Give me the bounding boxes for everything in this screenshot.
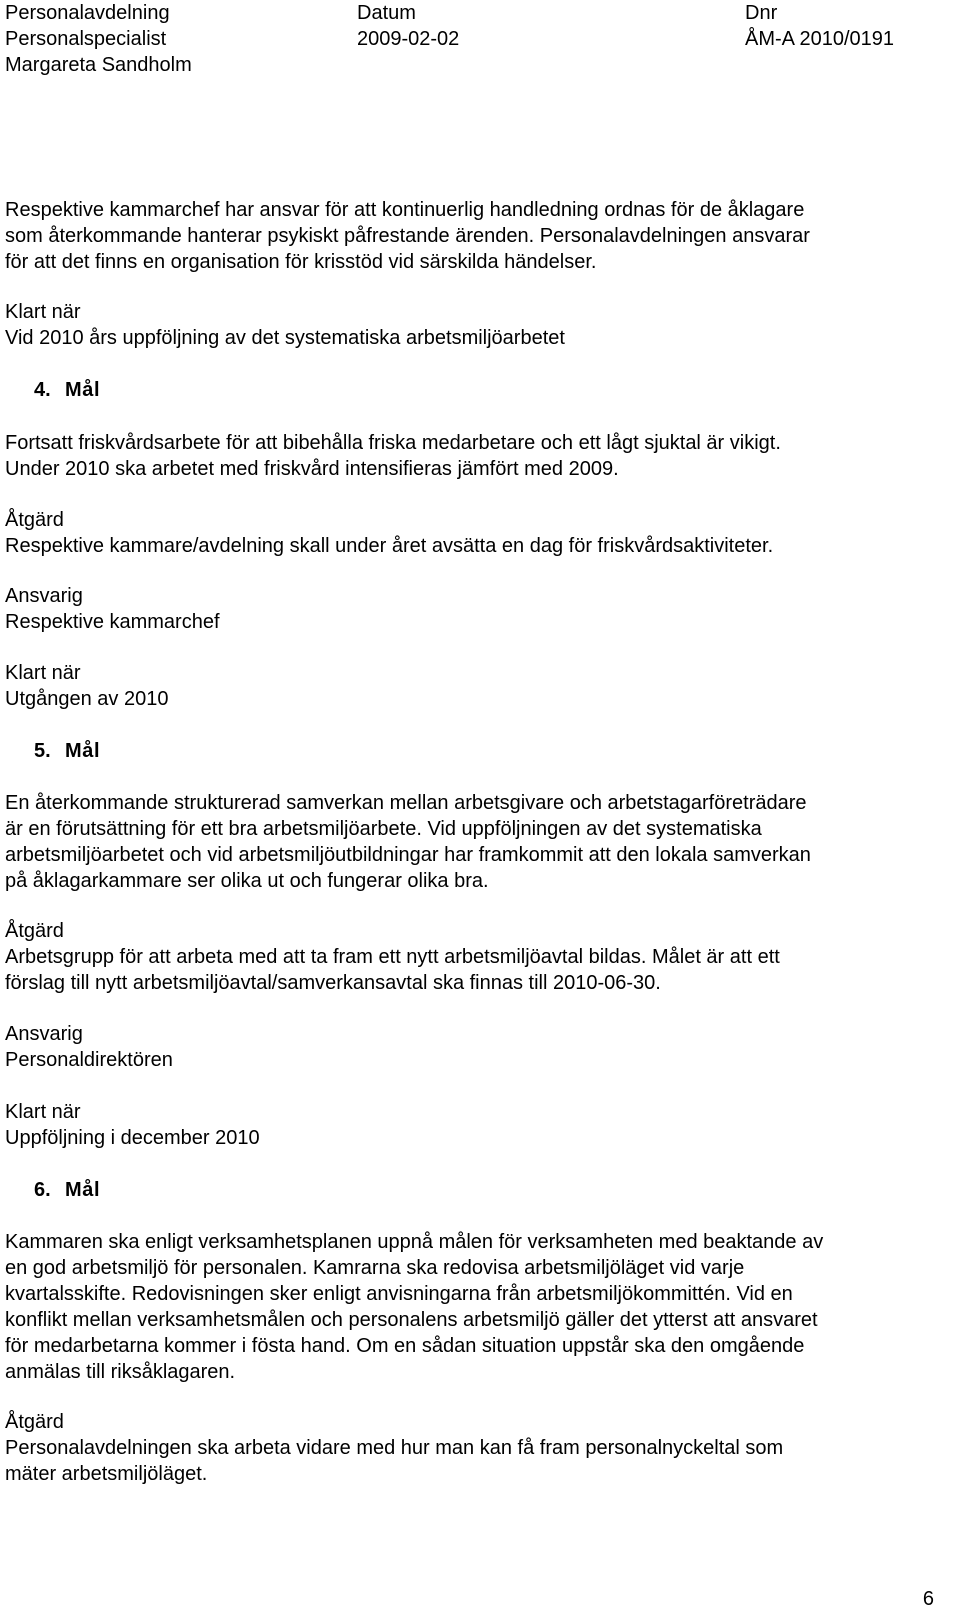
goal-4-atgard-label: Åtgärd xyxy=(5,509,64,531)
goal-4-ansvarig-text: Respektive kammarchef xyxy=(5,611,220,633)
header-dnr-label: Dnr xyxy=(745,2,778,24)
goal-5-ansvarig-label: Ansvarig xyxy=(5,1023,83,1045)
goal-4-klart-label: Klart när xyxy=(5,662,81,684)
goal-5-atgard-text xyxy=(5,944,925,996)
intro-line: för att det finns en organisation för krisstöd vid särskilda händelser. xyxy=(5,251,597,273)
goal-6-heading xyxy=(34,1177,100,1203)
goal-6-text-line: kvartalsskifte. Redovisningen sker enligt anvisningarna från arbetsmiljökommittén. Vid en xyxy=(5,1283,793,1305)
header-date-block xyxy=(357,0,459,52)
goal-5-text-line: på åklagarkammare ser olika ut och fungerar olika bra. xyxy=(5,870,489,892)
goal-4-text-line: Fortsatt friskvårdsarbete för att bibehålla friska medarbetare och ett lågt sjuktal är vikigt. xyxy=(5,432,781,454)
header-department-block xyxy=(5,0,192,78)
goal-6-number: 6. xyxy=(34,1179,51,1201)
goal-5-text xyxy=(5,790,925,894)
goal-6-text-line: anmälas till riksåklagaren. xyxy=(5,1361,236,1383)
page-number: 6 xyxy=(922,1588,934,1610)
goal-6-text-line: en god arbetsmiljö för personalen. Kamrarna ska redovisa arbetsmiljöläget vid varje xyxy=(5,1257,745,1279)
goal-5-klart-label: Klart när xyxy=(5,1101,81,1123)
goal-5-text-line: En återkommande strukturerad samverkan mellan arbetsgivare och arbetstagarföreträdare xyxy=(5,792,807,814)
goal-4-klart-text: Utgången av 2010 xyxy=(5,688,169,710)
header-dnr-value: ÅM-A 2010/0191 xyxy=(745,28,894,50)
goal-5-atgard-line: förslag till nytt arbetsmiljöavtal/samverkansavtal ska finnas till 2010-06-30. xyxy=(5,972,661,994)
goal-5-klart-text: Uppföljning i december 2010 xyxy=(5,1127,260,1149)
goal-4-text-line: Under 2010 ska arbetet med friskvård intensifieras jämfört med 2009. xyxy=(5,458,619,480)
goal-6-text xyxy=(5,1229,925,1385)
header-role: Personalspecialist xyxy=(5,28,167,50)
goal-4-heading xyxy=(34,377,100,403)
goal-6-title: Mål xyxy=(65,1179,101,1201)
goal-4-title: Mål xyxy=(65,379,101,401)
goal-5-title: Mål xyxy=(65,740,101,762)
document-header xyxy=(5,0,905,80)
intro-line: som återkommande hanterar psykiskt påfrestande ärenden. Personalavdelningen ansvarar xyxy=(5,225,810,247)
goal-4-text xyxy=(5,430,925,482)
goal-5-atgard-line: Arbetsgrupp för att arbeta med att ta fram ett nytt arbetsmiljöavtal bildas. Målet är att ett xyxy=(5,946,780,968)
intro-klart-value: Vid 2010 års uppföljning av det systematiska arbetsmiljöarbetet xyxy=(5,327,565,349)
goal-5-number: 5. xyxy=(34,740,51,762)
goal-4-atgard-text: Respektive kammare/avdelning skall under året avsätta en dag för friskvårdsaktiviteter. xyxy=(5,535,774,557)
intro-paragraph xyxy=(5,197,925,275)
goal-5-atgard-label: Åtgärd xyxy=(5,920,64,942)
goal-6-atgard-text xyxy=(5,1435,925,1487)
header-date-value: 2009-02-02 xyxy=(357,28,460,50)
header-dnr-block xyxy=(745,0,894,52)
goal-5-text-line: är en förutsättning för ett bra arbetsmiljöarbete. Vid uppföljningen av det systematiska xyxy=(5,818,762,840)
intro-line: Respektive kammarchef har ansvar för att kontinuerlig handledning ordnas för de åklagare xyxy=(5,199,805,221)
header-author: Margareta Sandholm xyxy=(5,54,192,76)
goal-6-text-line: Kammaren ska enligt verksamhetsplanen uppnå målen för verksamheten med beaktande av xyxy=(5,1231,824,1253)
header-department: Personalavdelning xyxy=(5,2,170,24)
intro-klart-label: Klart när xyxy=(5,301,81,323)
goal-5-heading xyxy=(34,738,100,764)
goal-5-text-line: arbetsmiljöarbetet och vid arbetsmiljöutbildningar har framkommit att den lokala samverkan xyxy=(5,844,811,866)
goal-4-ansvarig-label: Ansvarig xyxy=(5,585,83,607)
goal-5-ansvarig-text: Personaldirektören xyxy=(5,1049,173,1071)
goal-4-number: 4. xyxy=(34,379,51,401)
goal-6-atgard-label: Åtgärd xyxy=(5,1411,64,1433)
header-date-label: Datum xyxy=(357,2,416,24)
goal-6-text-line: konflikt mellan verksamhetsmålen och personalens arbetsmiljö gäller det ytterst att ansvaret xyxy=(5,1309,818,1331)
goal-6-atgard-line: Personalavdelningen ska arbeta vidare med hur man kan få fram personalnyckeltal som xyxy=(5,1437,784,1459)
goal-6-atgard-line: mäter arbetsmiljöläget. xyxy=(5,1463,208,1485)
goal-6-text-line: för medarbetarna kommer i fösta hand. Om en sådan situation uppstår ska den omgående xyxy=(5,1335,805,1357)
